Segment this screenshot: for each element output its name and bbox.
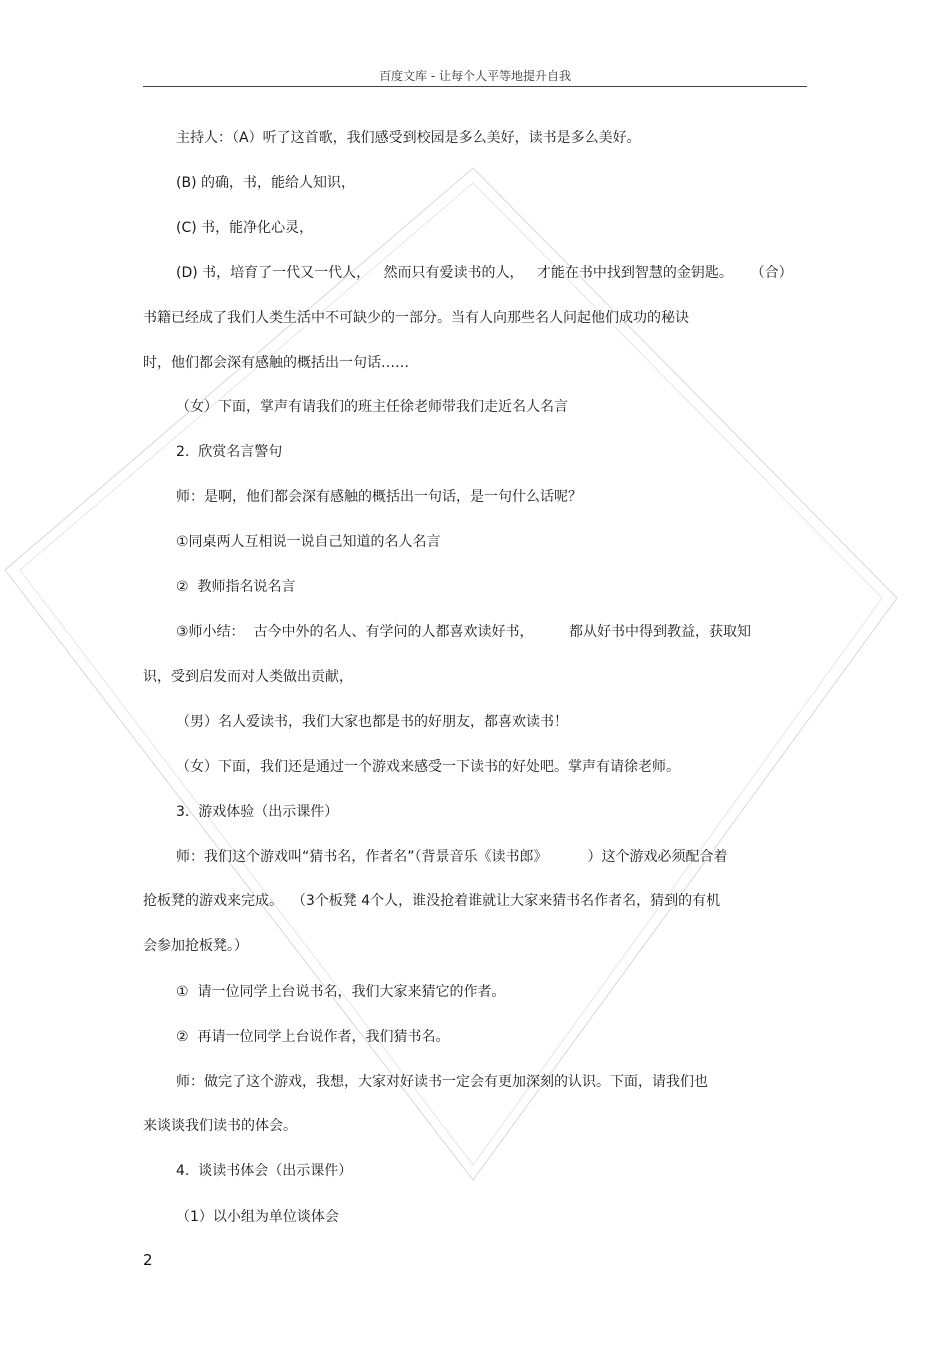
section-heading: 4. 谈读书体会（出示课件） — [176, 1163, 353, 1179]
text-line: ① 请一位同学上台说书名，我们大家来猜它的作者。 — [176, 984, 506, 1000]
text-line: 师：做完了这个游戏，我想，大家对好读书一定会有更加深刻的认识。下面，请我们也 — [176, 1074, 708, 1090]
text-line: 时，他们都会深有感触的概括出一句话…… — [143, 355, 409, 371]
text-line: 师：我们这个游戏叫“猜书名，作者名”（背景音乐《读书郎》 ）这个游戏必须配合着 — [176, 849, 728, 865]
page-header: 百度文库 - 让每个人平等地提升自我 — [379, 69, 571, 83]
text-line: 抢板凳的游戏来完成。 （3个板凳 4个人，谁没抢着谁就让大家来猜书名作者名，猜到的有机 — [143, 893, 721, 909]
text-line: 主持人：（A）听了这首歌，我们感受到校园是多么美好，读书是多么美好。 — [176, 130, 641, 146]
text-line: 师：是啊，他们都会深有感触的概括出一句话，是一句什么话呢？ — [176, 489, 582, 505]
text-line: 识，受到启发而对人类做出贡献， — [143, 669, 353, 685]
text-line: (B) 的确，书，能给人知识， — [176, 175, 355, 191]
text-line: (D) 书，培育了一代又一代人， 然而只有爱读书的人， 才能在书中找到智慧的金钥匙。 （合） — [176, 265, 793, 281]
text-line: ③师小结： 古今中外的名人、有学问的人都喜欢读好书， 都从好书中得到教益，获取知 — [176, 624, 752, 640]
text-line: ② 再请一位同学上台说作者，我们猜书名。 — [176, 1029, 450, 1045]
text-line: （男）名人爱读书，我们大家也都是书的好朋友，都喜欢读书！ — [176, 714, 568, 730]
text-line: （女）下面，我们还是通过一个游戏来感受一下读书的好处吧。掌声有请徐老师。 — [176, 759, 680, 775]
text-line: （1）以小组为单位谈体会 — [176, 1209, 339, 1225]
text-line: 会参加抢板凳。） — [143, 938, 248, 954]
text-line: （女）下面，掌声有请我们的班主任徐老师带我们走近名人名言 — [176, 399, 568, 415]
text-line: ①同桌两人互相说一说自己知道的名人名言 — [176, 534, 441, 550]
page-number: 2 — [143, 1251, 153, 1269]
header-divider — [143, 86, 807, 87]
text-line: ② 教师指名说名言 — [176, 579, 296, 595]
text-line: 来谈谈我们读书的体会。 — [143, 1118, 297, 1134]
section-heading: 3. 游戏体验（出示课件） — [176, 804, 339, 820]
text-line: (C) 书，能净化心灵， — [176, 220, 314, 236]
text-line: 书籍已经成了我们人类生活中不可缺少的一部分。当有人向那些名人问起他们成功的秘诀 — [143, 310, 689, 326]
section-heading: 2. 欣赏名言警句 — [176, 444, 283, 460]
